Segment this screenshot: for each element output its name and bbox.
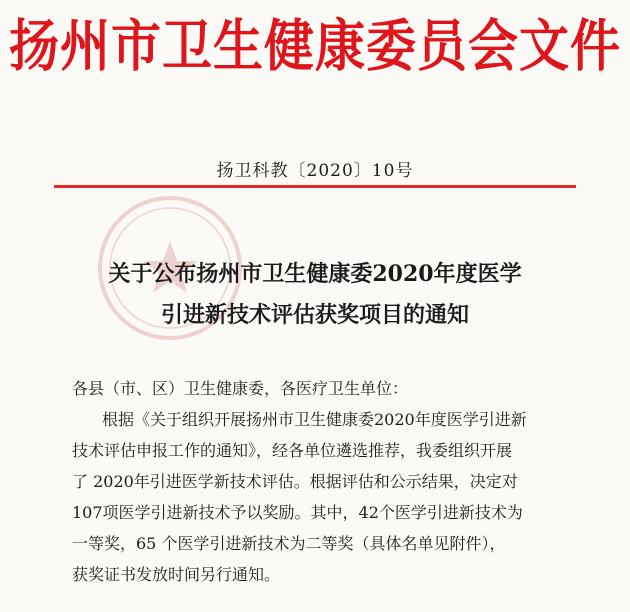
body-line-6: 获奖证书发放时间另行通知。 xyxy=(72,565,281,584)
notice-title-line-1: 关于公布扬州市卫生健康委2020年度医学 xyxy=(108,261,522,287)
salutation: 各县（市、区）卫生健康委，各医疗卫生单位： xyxy=(72,379,409,398)
body-line-3: 了 2020年引进医学新技术评估。根据评估和公示结果，决定对 xyxy=(72,472,518,491)
red-divider-rule xyxy=(54,185,576,188)
body-paragraph xyxy=(72,404,592,590)
body-line-1: 根据《关于组织开展扬州市卫生健康委2020年度医学引进新 xyxy=(102,410,527,429)
notice-body xyxy=(72,373,592,590)
notice-title xyxy=(0,254,630,336)
notice-title-line-2: 引进新技术评估获奖项目的通知 xyxy=(160,302,469,328)
body-line-5: 一等奖，65 个医学引进新技术为二等奖（具体名单见附件）， xyxy=(72,534,506,553)
masthead-title: 扬州市卫生健康委员会文件 xyxy=(9,13,621,79)
body-line-2: 技术评估申报工作的通知》，经各单位遴选推荐，我委组织开展 xyxy=(72,441,513,460)
body-line-4: 107项医学引进新技术予以奖励。其中，42个医学引进新技术为 xyxy=(72,503,523,522)
document-number: 扬卫科教〔2020〕10号 xyxy=(216,161,414,181)
